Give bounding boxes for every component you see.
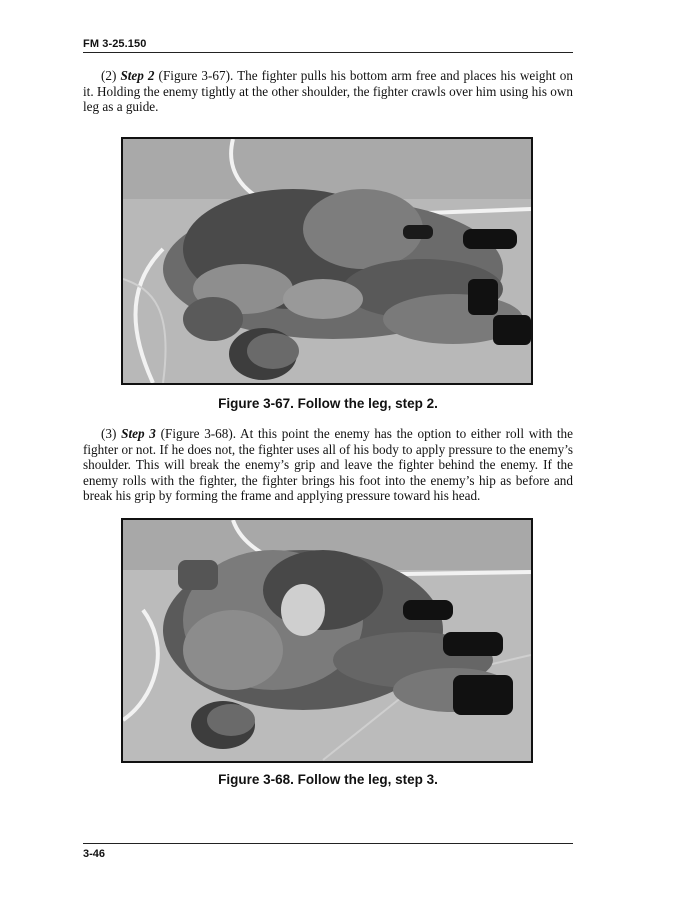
paragraph-text: (Figure 3-68). At this point the enemy has the option to either roll with the fighter or not. If he does not, the fighter uses all of his body to apply pressure to the enemy’s shoulder. This will break the enemy’s grip and leave the fighter behind the enemy. If the enemy rolls with the fighter, the fighter brings his foot into the enemy’s hip as before and break his grip by forming the frame and applying pressure toward his head. xyxy=(83,426,574,504)
step-label: Step 3 xyxy=(121,426,156,441)
paragraph-text: (Figure 3-67). The fighter pulls his bottom arm free and places his weight on it. Holding the enemy tightly at the other shoulder, the fighter crawls over him using his own leg as a guide. xyxy=(83,68,573,115)
page-number: 3-46 xyxy=(83,848,106,860)
header-rule xyxy=(83,52,573,53)
manual-id-header: FM 3-25.150 xyxy=(83,38,147,50)
paragraph-step-2 xyxy=(83,68,573,115)
figure-3-67-photo xyxy=(121,137,533,385)
step-label: Step 2 xyxy=(120,68,155,83)
paragraph-number: (2) xyxy=(101,68,117,83)
figure-3-67-caption: Figure 3-67. Follow the leg, step 2. xyxy=(218,396,438,411)
figure-3-68-caption: Figure 3-68. Follow the leg, step 3. xyxy=(218,772,438,787)
paragraph-number: (3) xyxy=(101,426,117,441)
paragraph-step-3 xyxy=(83,426,573,504)
footer-rule xyxy=(83,843,573,844)
figure-3-68-photo xyxy=(121,518,533,763)
